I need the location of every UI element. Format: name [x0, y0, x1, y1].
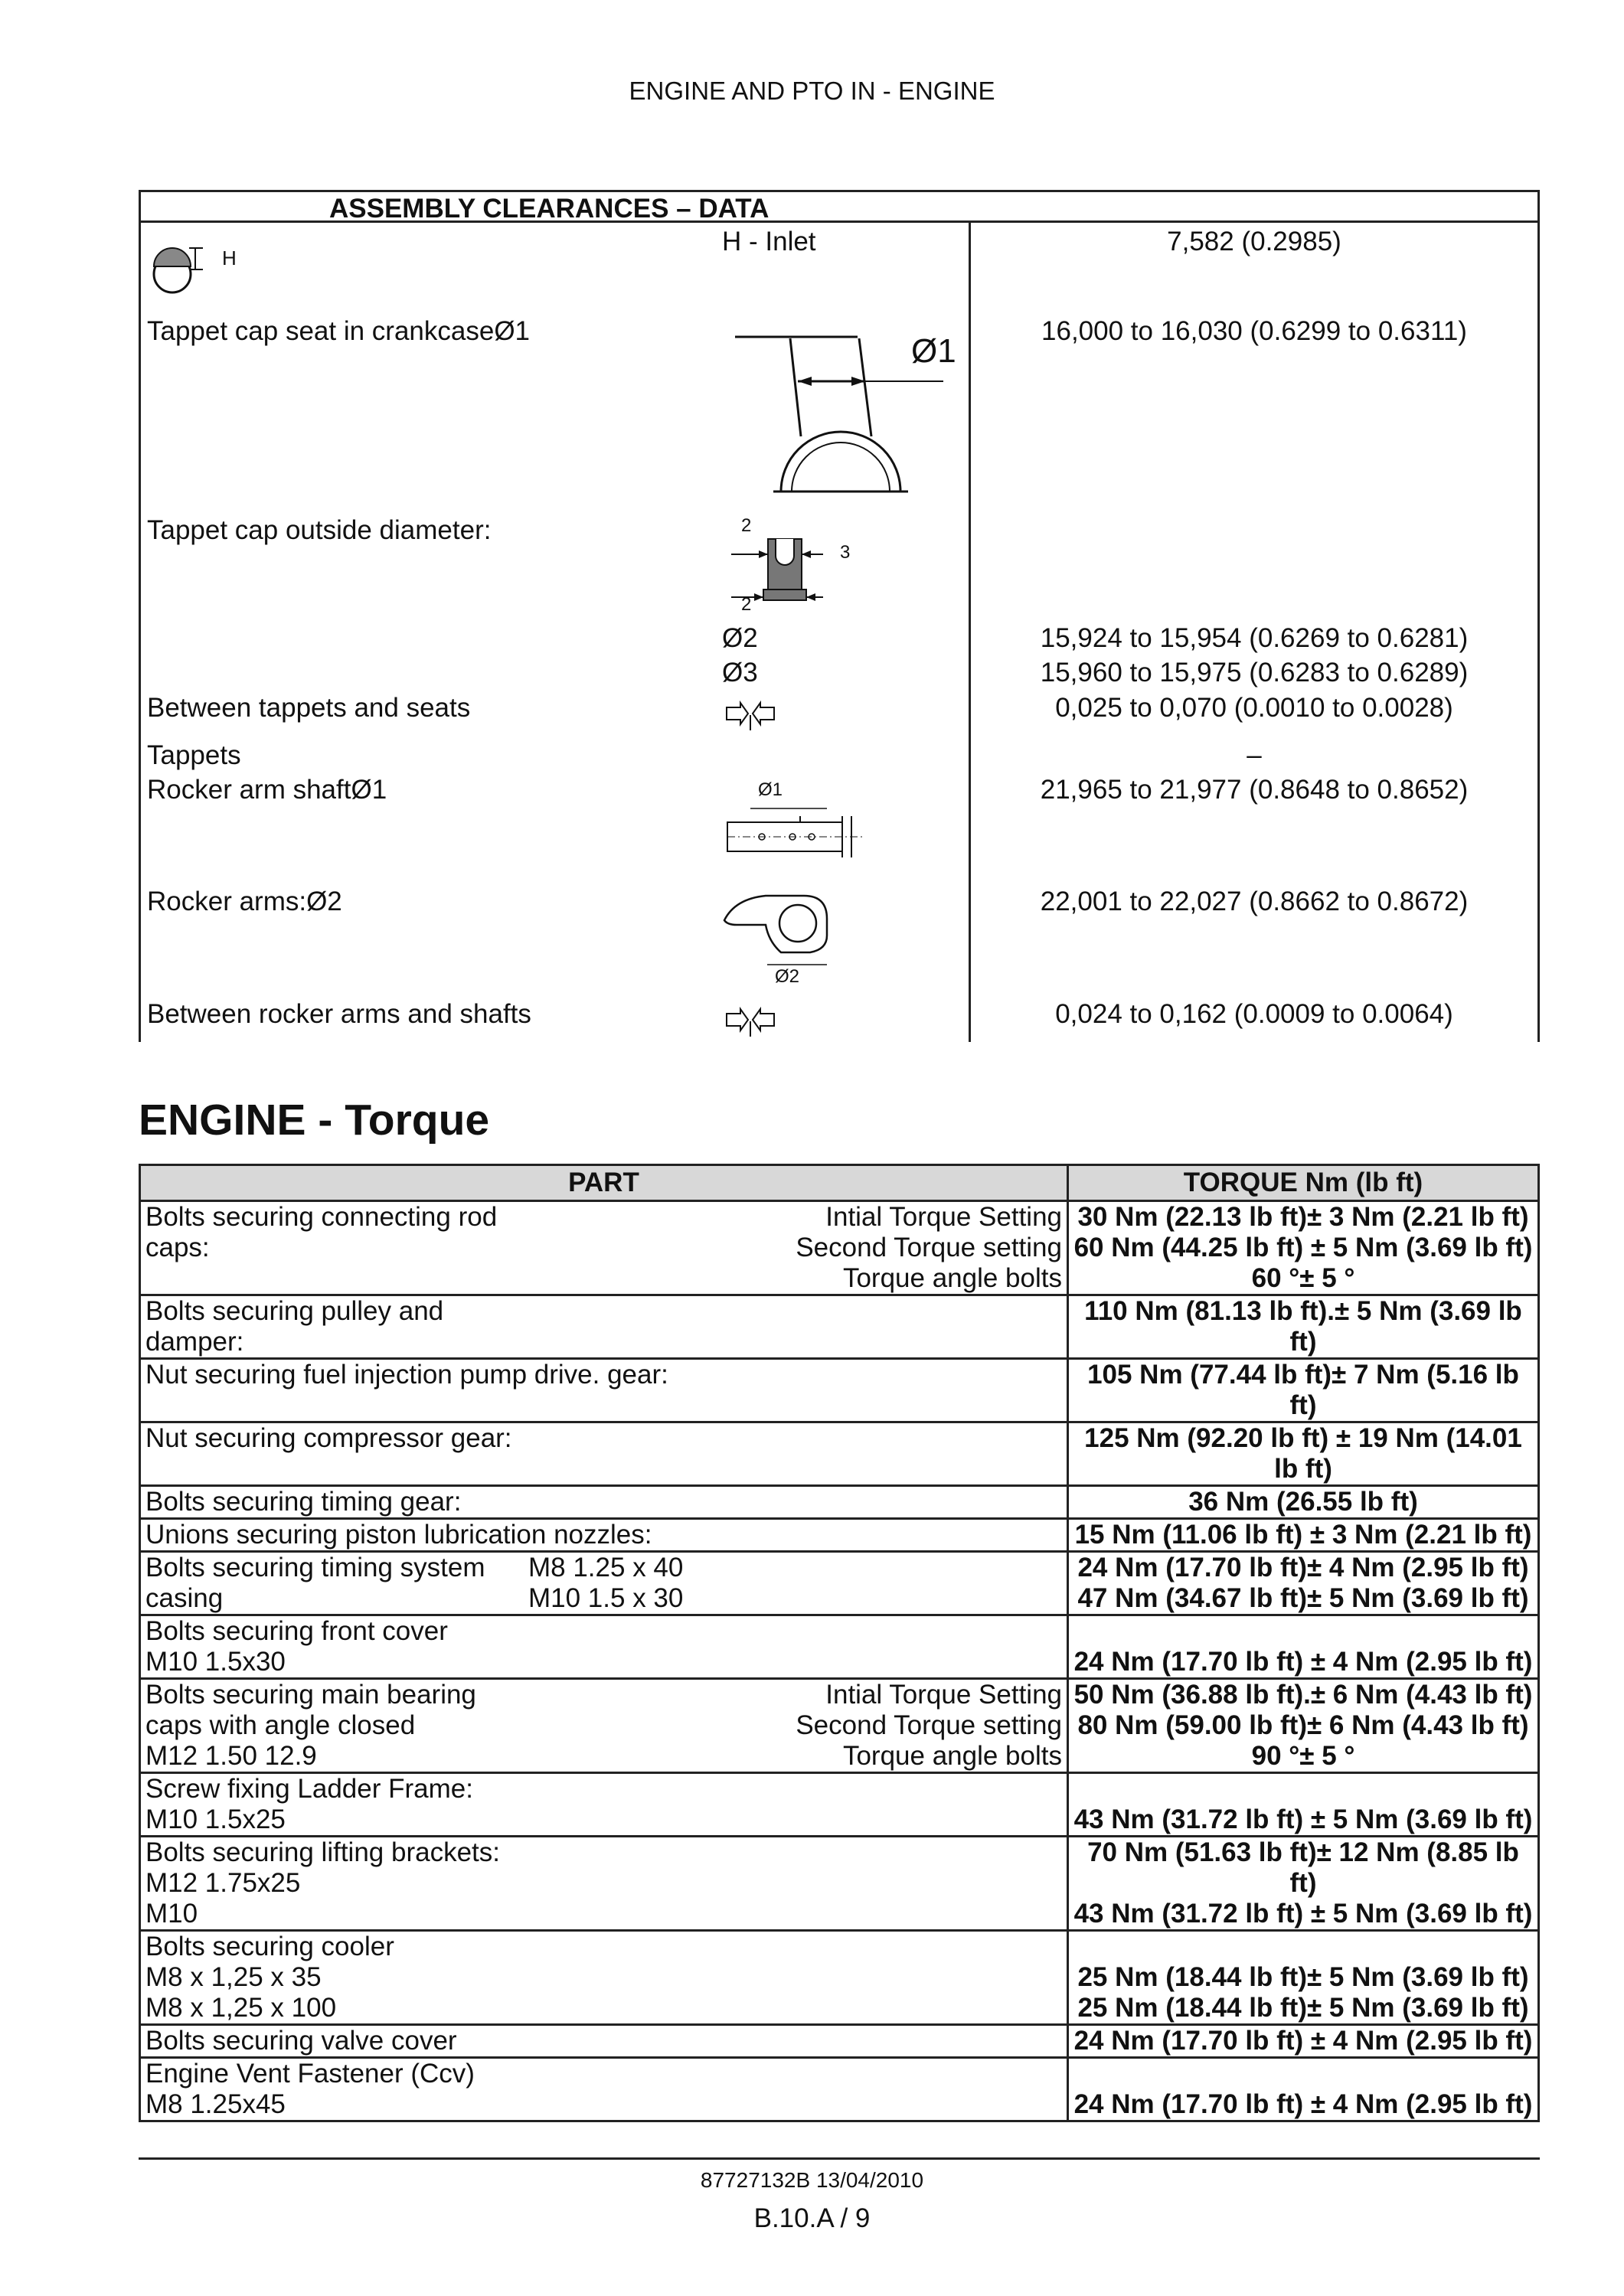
part-description: Screw fixing Ladder Frame: — [145, 1774, 473, 1804]
torque-cell — [1068, 1552, 1539, 1615]
part-line — [145, 1837, 1062, 1868]
part-description: Bolts securing cooler — [145, 1932, 394, 1961]
part-description: Engine Vent Fastener (Ccv) — [145, 2059, 475, 2089]
table-row — [140, 2025, 1539, 2058]
part-line — [145, 2026, 1062, 2056]
d2-value: 15,924 to 15,954 (0.6269 to 0.6281) — [1040, 623, 1469, 653]
part-line — [145, 1647, 1062, 1677]
torque-value: 43 Nm (31.72 lb ft) ± 5 Nm (3.69 lb ft) — [1073, 1804, 1533, 1834]
torque-cell — [1068, 1773, 1539, 1837]
rocker-arm-diagram — [720, 888, 842, 972]
torque-value: 24 Nm (17.70 lb ft) ± 4 Nm (2.95 lb ft) — [1073, 2089, 1533, 2119]
rocker-arms-value: 22,001 to 22,027 (0.8662 to 0.8672) — [1040, 887, 1469, 916]
part-line — [145, 1774, 1062, 1804]
torque-value: 110 Nm (81.13 lb ft).± 5 Nm (3.69 lb ft) — [1084, 1296, 1522, 1357]
footer-page-number: B.10.A / 9 — [753, 2203, 871, 2233]
torque-value: 25 Nm (18.44 lb ft)± 5 Nm (3.69 lb ft) — [1077, 1993, 1529, 2023]
part-line — [145, 1487, 1062, 1517]
part-description: M8 x 1,25 x 100 — [145, 1993, 337, 2023]
part-line — [145, 1360, 1062, 1390]
part-size: M10 1.5 x 30 — [528, 1583, 684, 1613]
page-header-title: ENGINE AND PTO IN - ENGINE — [629, 77, 995, 105]
torque-cell — [1068, 1931, 1539, 2025]
rocker-shaft-label: Rocker arm shaftØ1 — [147, 775, 387, 805]
part-description: M12 1.50 12.9 — [145, 1741, 317, 1771]
torque-cell — [1068, 1679, 1539, 1773]
torque-stage-label: Second Torque setting — [796, 1710, 1062, 1740]
part-line — [145, 1741, 1062, 1772]
torque-column-header: TORQUE Nm (lb ft) — [1068, 1165, 1539, 1201]
torque-value: 125 Nm (92.20 lb ft) ± 19 Nm (14.01 lb ft) — [1084, 1423, 1522, 1484]
clearances-left-border — [139, 190, 141, 1042]
torque-value: 70 Nm (51.63 lb ft)± 12 Nm (8.85 lb ft) — [1087, 1837, 1519, 1898]
clearance-icon — [724, 698, 777, 732]
torque-value: 30 Nm (22.13 lb ft)± 3 Nm (2.21 lb ft) — [1077, 1202, 1529, 1232]
table-row — [140, 1201, 1539, 1295]
rocker-shaft-value: 21,965 to 21,977 (0.8648 to 0.8652) — [1040, 775, 1469, 805]
part-line — [145, 1202, 1062, 1233]
part-line — [145, 1710, 1062, 1741]
part-description: Bolts securing front cover — [145, 1616, 448, 1646]
part-column-header: PART — [140, 1165, 1068, 1201]
rocker-clearance-label: Between rocker arms and shafts — [147, 999, 531, 1029]
torque-value: 60 °± 5 ° — [1251, 1263, 1355, 1293]
rocker-arms-symbol: Ø2 — [775, 966, 800, 987]
clearance-icon — [724, 1004, 777, 1038]
torque-cell — [1068, 1615, 1539, 1679]
part-description: Bolts securing timing system — [145, 1553, 485, 1582]
part-description: Unions securing piston lubrication nozzles: — [145, 1520, 652, 1550]
torque-stage-label: Second Torque setting — [796, 1233, 1062, 1262]
table-row — [140, 1679, 1539, 1773]
tappet-od-label: Tappet cap outside diameter: — [147, 515, 492, 545]
table-row — [140, 1931, 1539, 2025]
part-description: caps: — [145, 1233, 210, 1262]
part-cell — [140, 1679, 1068, 1773]
tappet-seat-symbol: Ø1 — [911, 332, 956, 370]
part-line — [145, 1680, 1062, 1710]
clearances-right-border — [1537, 190, 1540, 1042]
part-cell — [140, 1201, 1068, 1295]
torque-cell — [1068, 1359, 1539, 1422]
part-cell — [140, 2025, 1068, 2058]
torque-cell — [1068, 2025, 1539, 2058]
table-row — [140, 1422, 1539, 1486]
tappet-cap-callout-2-bottom: 2 — [741, 594, 752, 615]
part-description: M10 — [145, 1899, 198, 1929]
d3-value: 15,960 to 15,975 (0.6283 to 0.6289) — [1040, 658, 1469, 687]
table-row — [140, 1359, 1539, 1422]
part-description: Bolts securing lifting brackets: — [145, 1837, 500, 1867]
torque-stage-label: Torque angle bolts — [842, 1263, 1062, 1293]
tappet-cap-callout-3: 3 — [840, 542, 851, 563]
part-line — [145, 1583, 1062, 1614]
torque-table-header — [140, 1165, 1539, 1201]
part-line — [145, 1327, 1062, 1357]
tappet-cap-callout-2-top: 2 — [741, 515, 752, 536]
clearances-top-rule — [139, 190, 1540, 192]
part-description: M10 1.5x25 — [145, 1804, 286, 1834]
part-description: Bolts securing main bearing — [145, 1680, 476, 1710]
part-description: Bolts securing timing gear: — [145, 1487, 462, 1517]
part-cell — [140, 1422, 1068, 1486]
torque-table — [139, 1164, 1540, 2122]
footer-document-code: 87727132B 13/04/2010 — [700, 2168, 924, 2192]
part-description: M8 1.25x45 — [145, 2089, 286, 2119]
torque-value: 15 Nm (11.06 lb ft) ± 3 Nm (2.21 lb ft) — [1074, 1520, 1532, 1550]
torque-value: 50 Nm (36.88 lb ft).± 6 Nm (4.43 lb ft) — [1073, 1680, 1533, 1710]
torque-value: 24 Nm (17.70 lb ft) ± 4 Nm (2.95 lb ft) — [1073, 2026, 1533, 2056]
part-line — [145, 1233, 1062, 1263]
part-description: M8 x 1,25 x 35 — [145, 1962, 322, 1992]
torque-value: 47 Nm (34.67 lb ft)± 5 Nm (3.69 lb ft) — [1077, 1583, 1529, 1613]
table-row — [140, 2058, 1539, 2121]
part-cell — [140, 1359, 1068, 1422]
part-description: Bolts securing valve cover — [145, 2026, 457, 2056]
torque-cell — [1068, 1422, 1539, 1486]
inlet-value: 7,582 (0.2985) — [1167, 227, 1341, 256]
clearances-title: ASSEMBLY CLEARANCES – DATA — [329, 194, 770, 224]
part-line — [145, 2089, 1062, 2120]
part-line — [145, 1804, 1062, 1835]
table-row — [140, 1773, 1539, 1837]
table-row — [140, 1519, 1539, 1552]
torque-cell — [1068, 1295, 1539, 1359]
part-line — [145, 2059, 1062, 2089]
table-row — [140, 1615, 1539, 1679]
part-line — [145, 1553, 1062, 1583]
torque-value: 60 Nm (44.25 lb ft) ± 5 Nm (3.69 lb ft) — [1073, 1233, 1533, 1262]
torque-value: 24 Nm (17.70 lb ft) ± 4 Nm (2.95 lb ft) — [1073, 1647, 1533, 1677]
tappet-seat-value: 16,000 to 16,030 (0.6299 to 0.6311) — [1041, 316, 1467, 346]
tappet-clearance-value: 0,025 to 0,070 (0.0010 to 0.0028) — [1055, 693, 1453, 723]
torque-value: 43 Nm (31.72 lb ft) ± 5 Nm (3.69 lb ft) — [1073, 1899, 1533, 1929]
d2-symbol: Ø2 — [722, 623, 758, 653]
part-line — [145, 1962, 1062, 1993]
inlet-label: H - Inlet — [722, 227, 816, 256]
torque-value: 25 Nm (18.44 lb ft)± 5 Nm (3.69 lb ft) — [1077, 1962, 1529, 1992]
part-cell — [140, 1931, 1068, 2025]
part-size: M8 1.25 x 40 — [528, 1553, 684, 1582]
part-cell — [140, 2058, 1068, 2121]
torque-value: 24 Nm (17.70 lb ft)± 4 Nm (2.95 lb ft) — [1077, 1553, 1529, 1582]
torque-stage-label: Intial Torque Setting — [825, 1680, 1062, 1710]
part-line — [145, 1296, 1062, 1327]
part-line — [145, 1263, 1062, 1294]
part-description: M12 1.75x25 — [145, 1868, 301, 1898]
torque-cell — [1068, 1519, 1539, 1552]
rocker-shaft-symbol: Ø1 — [758, 779, 783, 800]
torque-value: 36 Nm (26.55 lb ft) — [1188, 1487, 1418, 1517]
torque-value: 80 Nm (59.00 lb ft)± 6 Nm (4.43 lb ft) — [1077, 1710, 1529, 1740]
rocker-clearance-value: 0,024 to 0,162 (0.0009 to 0.0064) — [1055, 999, 1453, 1029]
torque-cell — [1068, 1486, 1539, 1519]
part-cell — [140, 1519, 1068, 1552]
inlet-icon-letter: H — [222, 247, 237, 269]
part-description: Nut securing compressor gear: — [145, 1423, 512, 1453]
part-description: Bolts securing pulley and — [145, 1296, 444, 1326]
torque-cell — [1068, 1201, 1539, 1295]
part-line — [145, 1616, 1062, 1647]
torque-value: 105 Nm (77.44 lb ft)± 7 Nm (5.16 lb ft) — [1087, 1360, 1519, 1420]
rocker-shaft-diagram — [720, 805, 873, 867]
table-row — [140, 1552, 1539, 1615]
tappets-value: – — [1247, 740, 1262, 770]
part-cell — [140, 1615, 1068, 1679]
part-cell — [140, 1552, 1068, 1615]
part-cell — [140, 1837, 1068, 1931]
part-line — [145, 1899, 1062, 1929]
part-description: casing — [145, 1583, 224, 1613]
table-row — [140, 1837, 1539, 1931]
d3-symbol: Ø3 — [722, 658, 758, 687]
part-line — [145, 1993, 1062, 2023]
part-line — [145, 1520, 1062, 1550]
footer-rule — [139, 2157, 1540, 2160]
table-row — [140, 1295, 1539, 1359]
part-description: damper: — [145, 1327, 244, 1357]
part-description: M10 1.5x30 — [145, 1647, 286, 1677]
tappets-label: Tappets — [147, 740, 241, 770]
torque-value: 90 °± 5 ° — [1251, 1741, 1355, 1771]
torque-cell — [1068, 2058, 1539, 2121]
part-description: Nut securing fuel injection pump drive. gear: — [145, 1360, 668, 1390]
part-line — [145, 1868, 1062, 1899]
part-cell — [140, 1486, 1068, 1519]
torque-section-title: ENGINE - Torque — [139, 1096, 490, 1145]
part-line — [145, 1423, 1062, 1454]
part-line — [145, 1932, 1062, 1962]
part-cell — [140, 1295, 1068, 1359]
tappet-clearance-label: Between tappets and seats — [147, 693, 471, 723]
table-row — [140, 1486, 1539, 1519]
part-cell — [140, 1773, 1068, 1837]
part-description: Bolts securing connecting rod — [145, 1202, 498, 1232]
torque-cell — [1068, 1837, 1539, 1931]
part-description: caps with angle closed — [145, 1710, 416, 1740]
tappet-seat-label: Tappet cap seat in crankcaseØ1 — [147, 316, 531, 346]
rocker-arms-label: Rocker arms:Ø2 — [147, 887, 342, 916]
torque-stage-label: Torque angle bolts — [842, 1741, 1062, 1771]
torque-stage-label: Intial Torque Setting — [825, 1202, 1062, 1232]
